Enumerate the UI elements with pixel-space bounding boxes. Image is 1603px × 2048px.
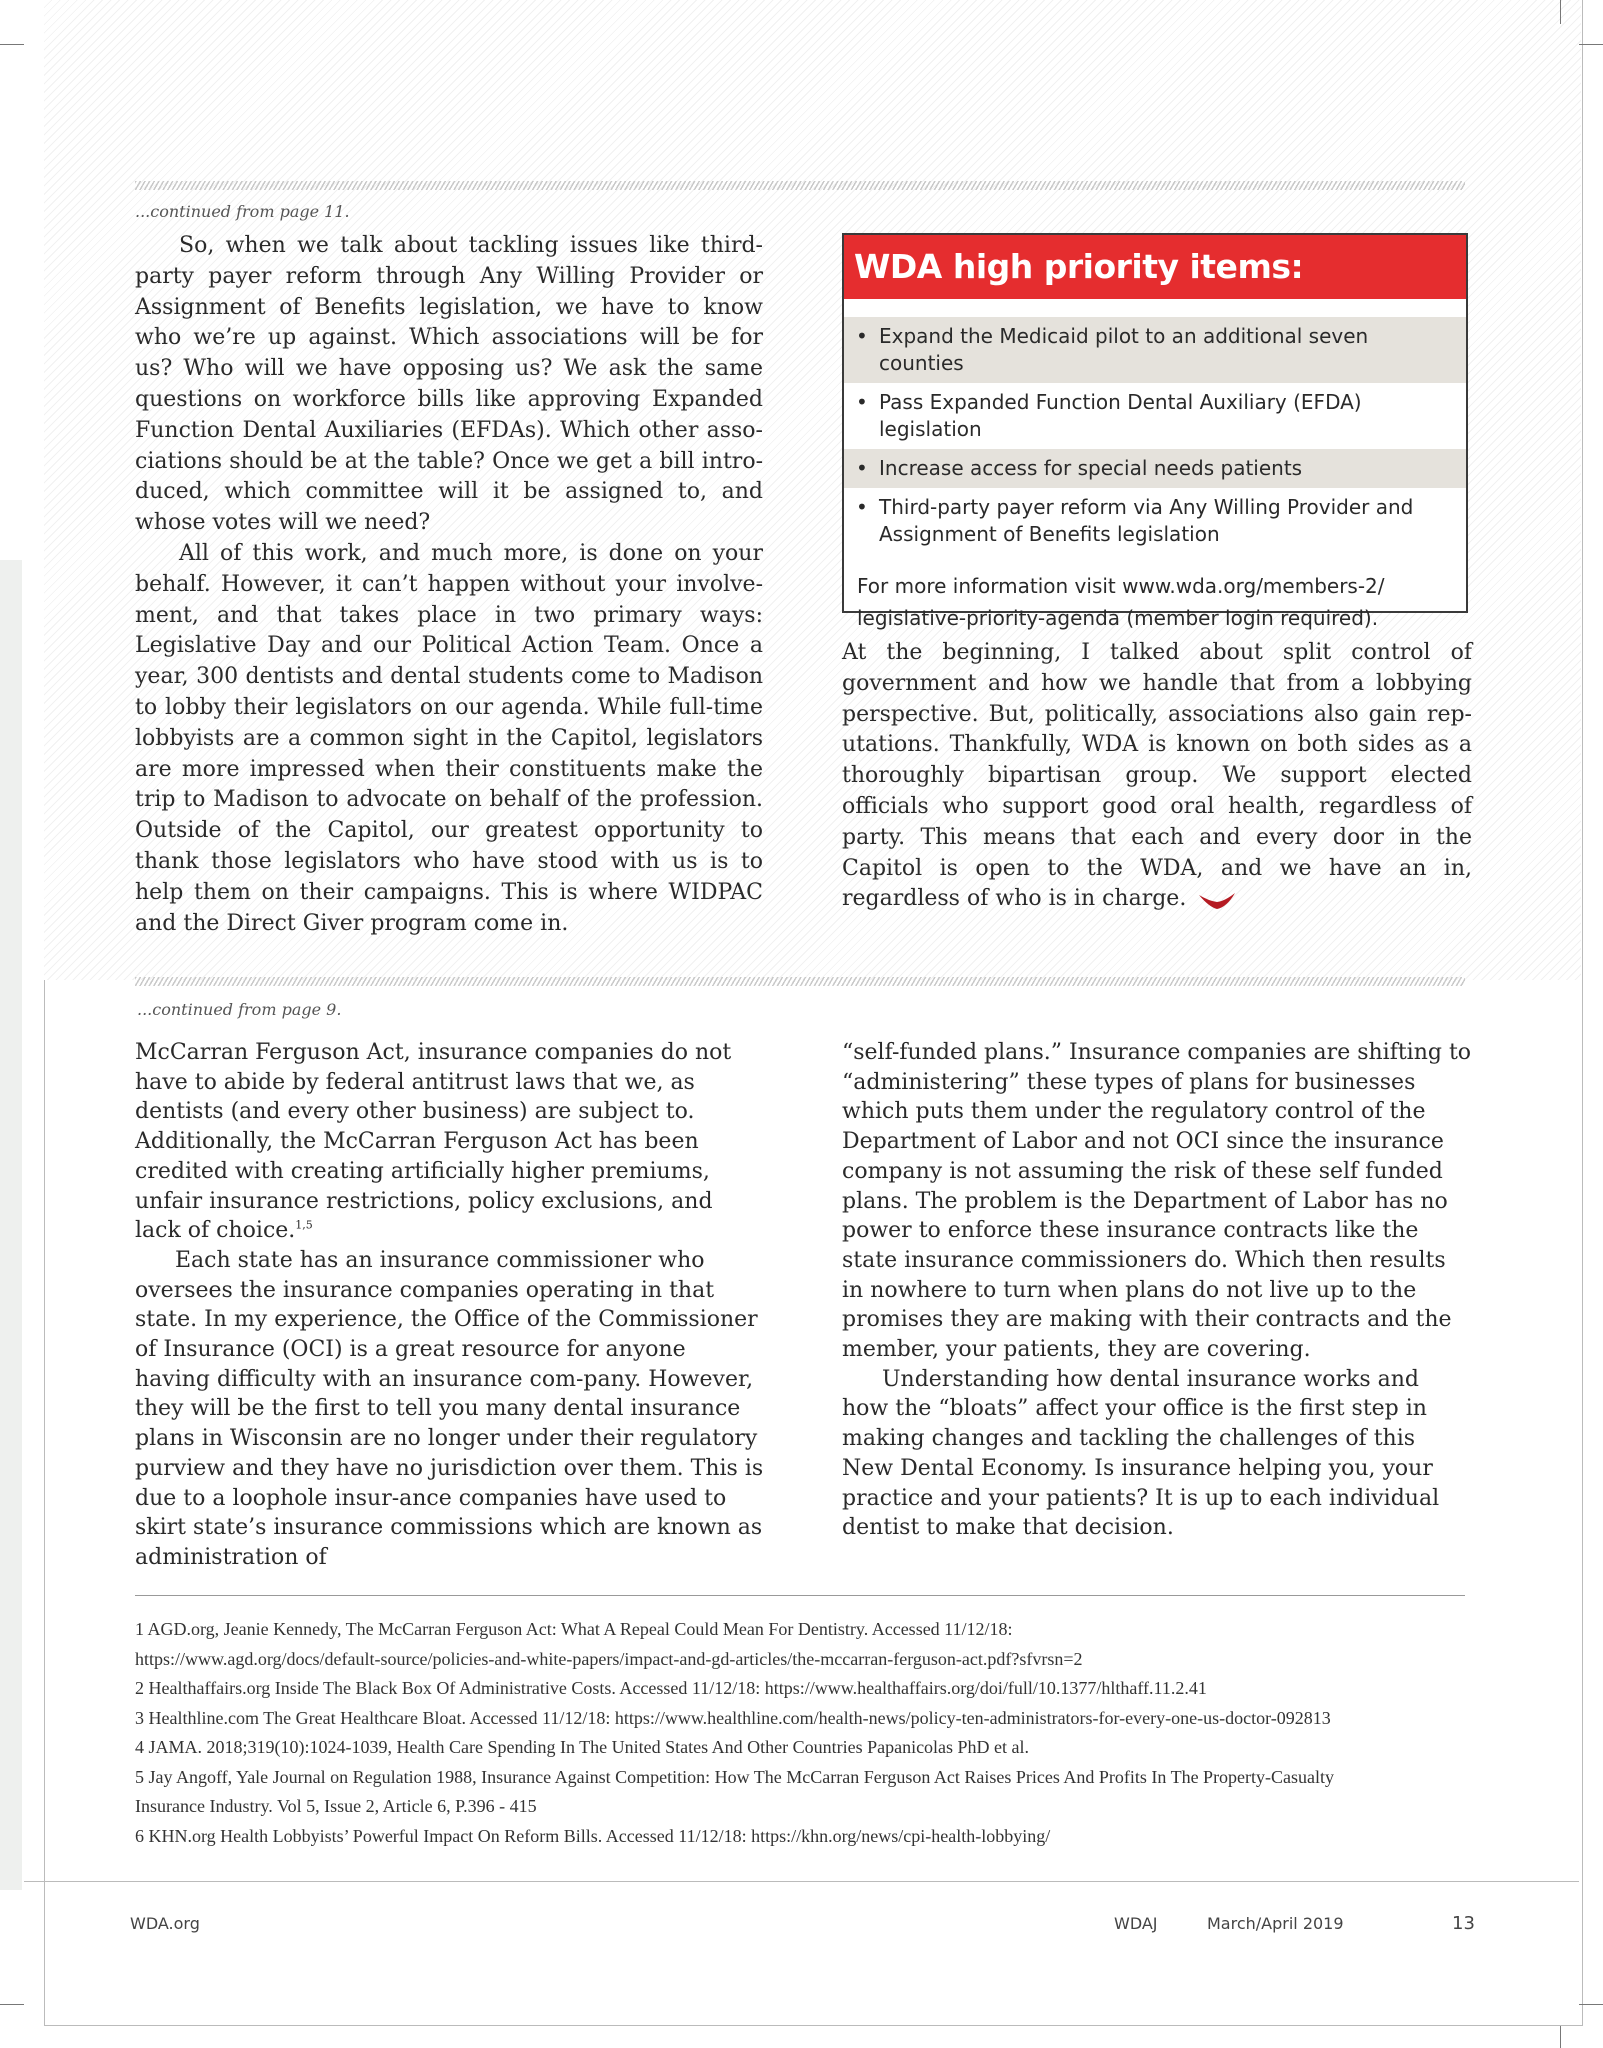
continued-note-bottom: ...continued from page 9. (137, 1000, 342, 1019)
reference-line: 3 Healthline.com The Great Healthcare Bloat. Accessed 11/12/18: https://www.healthline.com/health-news/policy-ten-administrators-for-every-one-us-doctor-092813 (135, 1707, 1331, 1728)
section-divider-top (135, 181, 1465, 190)
priority-list-item: • Third-party payer reform via Any Willing Provider and Assignment of Benefits legislation (844, 488, 1466, 554)
reference-line: https://www.agd.org/docs/default-source/policies-and-white-papers/impact-and-gd-articles/the-mccarran-ferguson-act.pdf?sfvrsn=2 (135, 1648, 1083, 1669)
article-column-bottom-left (135, 1038, 765, 1573)
priority-items-box (842, 233, 1468, 630)
body-paragraph: At the beginning, I talked about split control of government and how we handle that from a lobbying perspective. But, politically, associations also gain rep-utations. Thankfully, WDA is known on both sides as a thoroughly bipartisan group. We support elected officials who support good oral health, regardless of party. This means that each and every door in the Capitol is open to the WDA, and we have an in, regardless of who is in charge. (842, 640, 1472, 912)
priority-list (844, 317, 1466, 554)
reference-line: 2 Healthaffairs.org Inside The Black Box Of Administrative Costs. Accessed 11/12/18: https://www.healthaffairs.org/doi/full/10.1377/hlthaff.11.2.41 (135, 1678, 1207, 1698)
body-paragraph: All of this work, and much more, is done on your behalf. However, it can’t happen without your involve-ment, and that takes place in two primary ways: Legislative Day and our Political Action Team. Once a year, 300 dentists and dental students come to Madison to lobby their legislators on our agenda. While full-time lobbyists are a common sight in the Capitol, legislators are more impressed when their constituents make the trip to Madison to advocate on behalf of the profession. Outside of the Capitol, our greatest opportunity to thank those legislators who have stood with us is to help them on their campaigns. This is where WIDPAC and the Direct Giver program come in. (135, 540, 763, 936)
body-paragraph: Each state has an insurance commissioner who oversees the insurance companies operating in that state. In my experience, the Office of the Commissioner of Insurance (OCI) is a great resource for anyone having difficulty with an insurance com-pany. However, they will be the first to tell you many dental insurance plans in Wisconsin are no longer under their regulatory purview and they have no jurisdiction over them. This is due to a loophole insur-ance companies have used to skirt state’s insurance commissions which are known as administration of (135, 1247, 764, 1570)
priority-box-footer: For more information visit www.wda.org/members-2/ legislative-priority-agenda (member login required). (857, 574, 1385, 630)
body-paragraph: “self-funded plans.” Insurance companies are shifting to “administering” these types of plans for businesses which puts them under the regulatory control of the Department of Labor and not OCI since the insurance company is not assuming the risk of these self funded plans. The problem is the Department of Labor has no power to enforce these insurance contracts like the state insurance commissioners do. Which then results in nowhere to turn when plans do not live up to the promises they are making with their contracts and the member, your patients, they are covering. (842, 1040, 1472, 1363)
footer-site: WDA.org (130, 1914, 200, 1933)
article-column-bottom-right (842, 1038, 1472, 1543)
reference-line: 6 KHN.org Health Lobbyists’ Powerful Impact On Reform Bills. Accessed 11/12/18: https://khn.org/news/cpi-health-lobbying/ (135, 1825, 1051, 1846)
footer-issue: March/April 2019 (1207, 1914, 1344, 1933)
references-list (135, 1615, 1475, 1851)
crop-mark (1560, 2026, 1561, 2048)
crop-mark (1579, 2004, 1603, 2005)
footnote-marker: 1,5 (295, 1218, 313, 1232)
crop-mark (0, 2004, 24, 2005)
body-paragraph: Understanding how dental insurance works and how the “bloats” affect your office is the first step in making changes and tackling the challenges of this New Dental Economy. Is insurance helping you, your practice and your patients? It is up to each individual dentist to make that decision. (842, 1366, 1440, 1541)
left-color-strip (0, 560, 22, 1890)
body-paragraph-text: McCarran Ferguson Act, insurance companies do not have to abide by federal antitrust laws that we, as dentists (and every other business) are subject to. Additionally, the McCarran Ferguson Act has been credited with creating artificially higher premiums, unfair insurance restrictions, policy exclusions, and lack of choice. (135, 1040, 732, 1244)
section-divider-middle (135, 977, 1465, 986)
end-mark-icon (1197, 889, 1237, 913)
crop-mark (0, 44, 24, 45)
reference-line: 5 Jay Angoff, Yale Journal on Regulation 1988, Insurance Against Competition: How The McCarran Ferguson Act Raises Prices And Profits In The Property-Casualty (135, 1766, 1335, 1787)
article-column-top-right (842, 638, 1472, 915)
continued-note-top: ...continued from page 11. (135, 202, 350, 221)
crop-mark (1579, 44, 1603, 45)
footer-journal: WDAJ (1114, 1914, 1158, 1933)
priority-list-item: • Increase access for special needs patients (844, 449, 1466, 488)
reference-line: 4 JAMA. 2018;319(10):1024-1039, Health Care Spending In The United States And Other Countries Papanicolas PhD et al. (135, 1737, 1030, 1757)
body-paragraph (135, 1038, 765, 1246)
priority-box-title: WDA high priority items: (844, 235, 1466, 299)
body-paragraph: So, when we talk about tackling issues like third-party payer reform through Any Willing Provider or Assignment of Benefits legislation, we have to know who we’re up against. Which associations will be for us? Who will we have opposing us? We ask the same questions on workforce bills like approving Expanded Function Dental Auxiliaries (EFDAs). Which other asso-ciations should be at the table? Once we get a bill intro-duced, which committee will it be assigned to, and whose votes will we need? (135, 233, 763, 536)
page-number: 13 (1452, 1913, 1475, 1934)
article-column-top-left (135, 231, 763, 939)
footer-divider (24, 1881, 1579, 1882)
references-divider (135, 1595, 1465, 1596)
crop-mark (1560, 0, 1561, 24)
reference-line: Insurance Industry. Vol 5, Issue 2, Article 6, P.396 - 415 (135, 1796, 537, 1816)
priority-list-item: • Expand the Medicaid pilot to an additional seven counties (844, 317, 1466, 383)
reference-line: 1 AGD.org, Jeanie Kennedy, The McCarran Ferguson Act: What A Repeal Could Mean For Dentistry. Accessed 11/12/18: (135, 1619, 1013, 1639)
priority-list-item: • Pass Expanded Function Dental Auxiliary (EFDA) legislation (844, 383, 1466, 449)
